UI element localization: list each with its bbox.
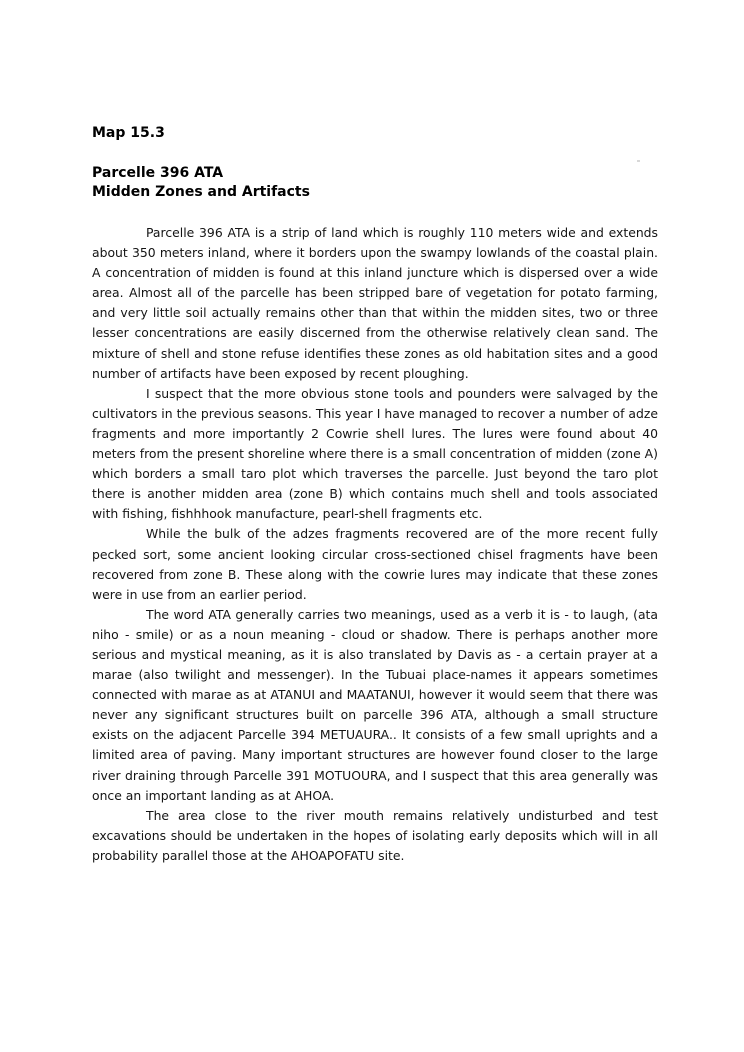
document-title: Parcelle 396 ATA <box>92 165 224 181</box>
paragraph-river-mouth: The area close to the river mouth remains relatively undisturbed and test excavations should be undertaken in the hopes of isolating early deposits which will in all probability parallel those at the AHOAPOFATU site. <box>92 807 658 863</box>
scan-speck <box>637 160 640 162</box>
paragraph-artifacts-recovered: I suspect that the more obvious stone tools and pounders were salvaged by the cultivators in the previous seasons. This year I have managed to recover a number of adze fragments and more importantly 2 Cowrie shell lures. The lures were found about 40 meters from the present shoreline where there is a small concentration of midden (zone A) which borders a small taro plot which traverses the parcelle. Just beyond the taro plot there is another midden area (zone B) which contains much shell and tools associated with fishing, fishhhook manufacture, pearl-shell fragments etc. <box>92 385 658 522</box>
map-label: Map 15.3 <box>92 125 165 141</box>
document-subtitle: Midden Zones and Artifacts <box>92 184 310 200</box>
paragraph-word-ata-meaning: The word ATA generally carries two meanings, used as a verb it is - to laugh, (ata niho - smile) or as a noun meaning - cloud or shadow. There is perhaps another more serious and mystical meaning, as it is also translated by Davis as - a certain prayer at a marae (also twilight and messenger). In the Tubuai place-names it appears sometimes connected with marae as at ATANUI and MAATANUI, however it would seem that there was never any significant structures built on parcelle 396 ATA, although a small structure exists on the adjacent Parcelle 394 METUAURA.. It consists of a few small uprights and a limited area of paving. Many important structures are however found closer to the large river draining through Parcelle 391 MOTUOURA, and I suspect that this area generally was once an important landing as at AHOA. <box>92 606 658 803</box>
paragraph-adze-fragments: While the bulk of the adzes fragments recovered are of the more recent fully pecked sort, some ancient looking circular cross-sectioned chisel fragments have been recovered from zone B. These along with the cowrie lures may indicate that these zones were in use from an earlier period. <box>92 526 658 602</box>
paragraph-parcelle-description: Parcelle 396 ATA is a strip of land which is roughly 110 meters wide and extends about 350 meters inland, where it borders upon the swampy lowlands of the coastal plain. A concentration of midden is found at this inland juncture which is dispersed over a wide area. Almost all of the parcelle has been stripped bare of vegetation for potato farming, and very little soil actually remains other than that within the midden sites, two or three lesser concentrations are easily discerned from the otherwise relatively clean sand. The mixture of shell and stone refuse identifies these zones as old habitation sites and a good number of artifacts have been exposed by recent ploughing. <box>92 225 658 381</box>
document-body <box>92 223 658 866</box>
